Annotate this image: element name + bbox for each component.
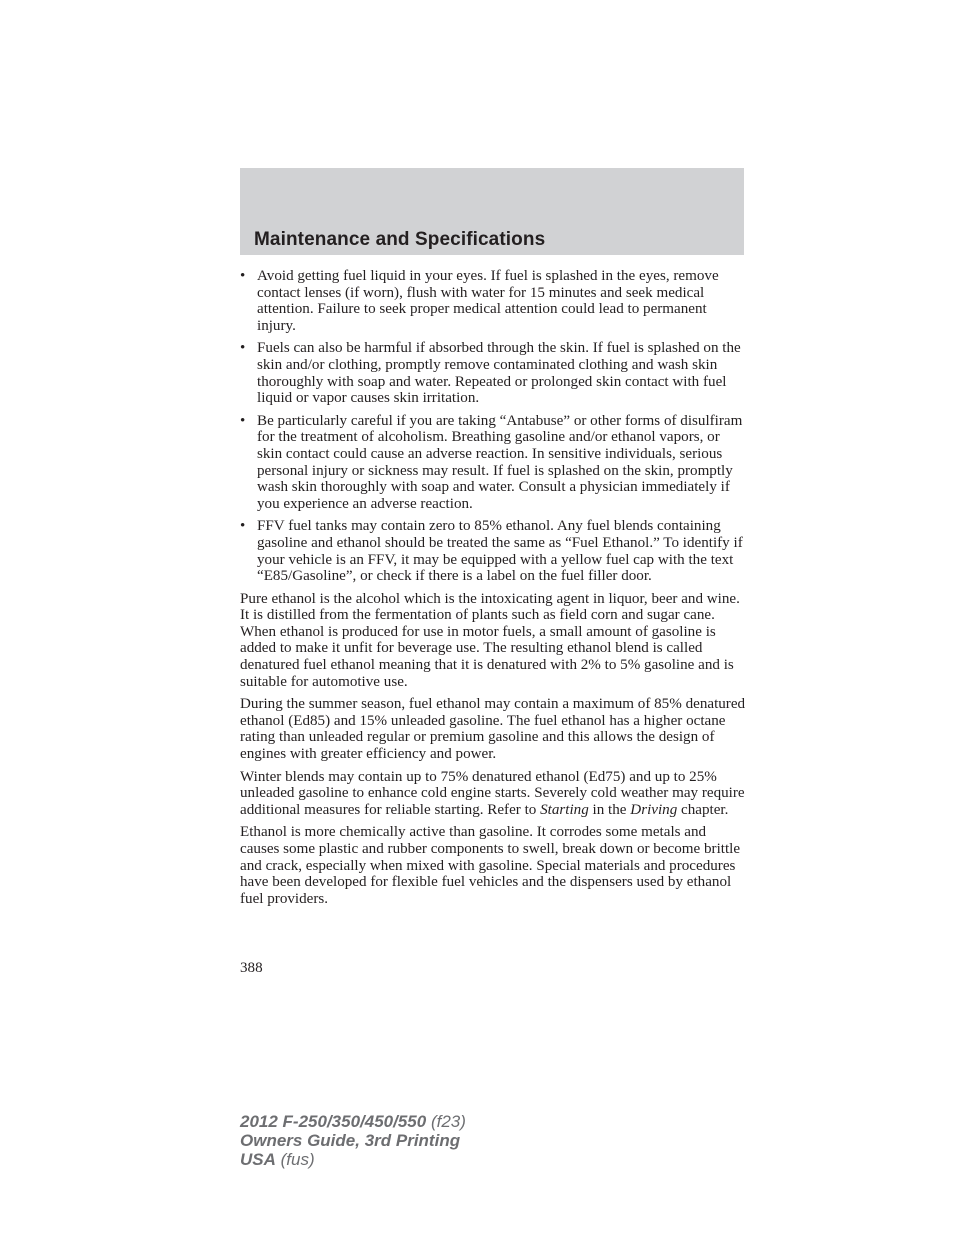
page-body — [240, 268, 746, 913]
bullet-icon: • — [240, 340, 246, 357]
list-item-text: Fuels can also be harmful if absorbed through the skin. If fuel is splashed on the skin and/or clothing, promptly remove contaminated clothing and wash skin thoroughly with soap and water. Repeated or prolonged skin contact with fuel liquid or vapor causes skin irritation. — [257, 340, 741, 407]
paragraph-text: in the — [592, 801, 627, 818]
paragraph-ethanol-activity: Ethanol is more chemically active than gasoline. It corrodes some metals and causes some plastic and rubber components to swell, break down or become brittle and crack, especially when mixed with gasoline. Special materials and procedures have been developed for flexible fuel vehicles and the dispensers used by ethanol fuel providers. — [240, 824, 741, 907]
list-item — [240, 518, 746, 584]
paragraph-text: chapter. — [681, 801, 729, 818]
footer-market-line — [240, 1150, 466, 1169]
paragraph-text: Winter blends may contain up to 75% denatured ethanol (Ed75) and up to 25% unleaded gasoline to enhance cold engine starts. Severely cold weather may require additional measures for reliable starting. Refer to — [240, 768, 745, 818]
cross-reference-driving: Driving — [630, 801, 678, 818]
list-item-text: FFV fuel tanks may contain zero to 85% ethanol. Any fuel blends containing gasoline and ethanol should be treated the same as “Fuel Ethanol.” To identify if your vehicle is an FFV, it may be equipped with a yellow fuel cap with the text “E85/Gasoline”, or check if there is a label on the fuel filler door. — [257, 518, 743, 585]
footer-guide: Owners Guide, 3rd Printing — [240, 1131, 461, 1150]
footer-model: 2012 F-250/350/450/550 — [240, 1112, 427, 1131]
list-item — [240, 413, 746, 513]
bullet-icon: • — [240, 268, 246, 284]
bullet-icon: • — [240, 412, 246, 429]
cross-reference-starting: Starting — [540, 801, 589, 818]
section-header-band — [240, 168, 744, 255]
warning-list — [240, 268, 746, 585]
page-number: 388 — [240, 960, 263, 976]
footer-model-code: (f23) — [430, 1112, 466, 1131]
list-item — [240, 340, 746, 406]
footer-market-code: (fus) — [280, 1150, 315, 1169]
footer-guide-line — [240, 1131, 466, 1150]
list-item — [240, 268, 746, 334]
paragraph-summer-blend: During the summer season, fuel ethanol may contain a maximum of 85% denatured ethanol (Ed85) and 15% unleaded gasoline. The fuel ethanol has a higher octane rating than unleaded regular or premium gasoline and this allows the design of engines with greater efficiency and power. — [240, 696, 746, 763]
list-item-text: Be particularly careful if you are taking “Antabuse” or other forms of disulfiram for the treatment of alcoholism. Breathing gasoline and/or ethanol vapors, or skin contact could cause an adverse reaction. In sensitive individuals, serious personal injury or sickness may result. If fuel is splashed on the skin, promptly wash skin thoroughly with soap and water. Consult a physician immediately if you experience an adverse reaction. — [257, 412, 743, 512]
footer-model-line — [240, 1112, 466, 1131]
document-footer — [240, 1112, 466, 1169]
paragraph-winter-blend — [240, 769, 746, 819]
footer-market: USA — [240, 1150, 276, 1169]
list-item-text: Avoid getting fuel liquid in your eyes. If fuel is splashed in the eyes, remove contact lenses (if worn), flush with water for 15 minutes and seek medical attention. Failure to seek proper medical attention could lead to permanent injury. — [257, 268, 719, 334]
section-title: Maintenance and Specifications — [254, 229, 546, 250]
bullet-icon: • — [240, 518, 246, 535]
paragraph-pure-ethanol: Pure ethanol is the alcohol which is the intoxicating agent in liquor, beer and wine. It is distilled from the fermentation of plants such as field corn and sugar cane. When ethanol is produced for use in motor fuels, a small amount of gasoline is added to make it unfit for beverage use. The resulting ethanol blend is called denatured fuel ethanol meaning that it is denatured with 2% to 5% gasoline and is suitable for automotive use. — [240, 590, 740, 690]
